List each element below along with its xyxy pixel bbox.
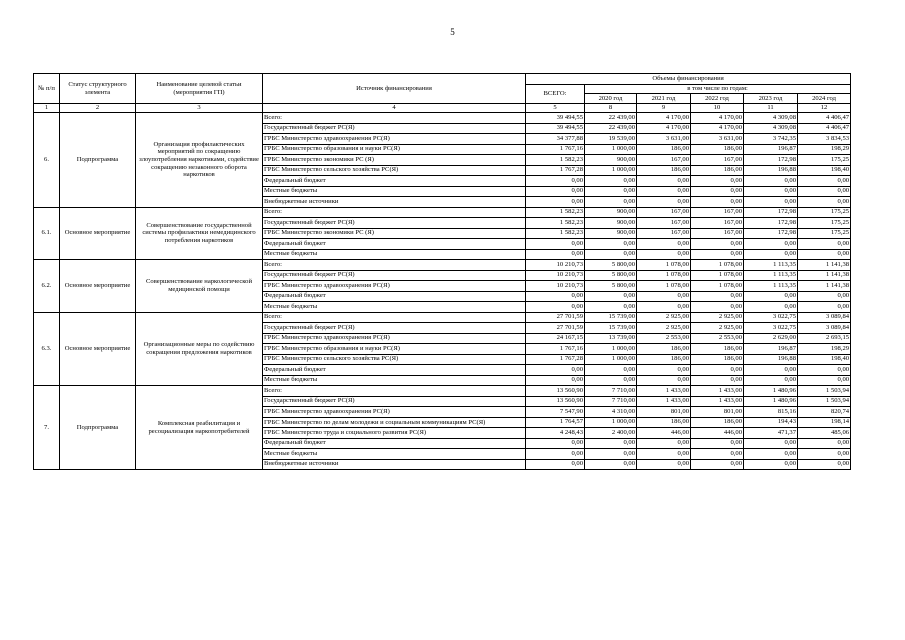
source-cell: Всего: [263, 386, 526, 397]
header-status: Статус структурного элемента [60, 74, 136, 104]
year-value-cell: 0,00 [585, 302, 637, 313]
year-value-cell: 7 710,00 [585, 386, 637, 397]
year-value-cell: 0,00 [585, 291, 637, 302]
year-value-cell: 175,25 [798, 155, 851, 166]
year-value-cell: 0,00 [798, 375, 851, 386]
table-row [34, 260, 851, 271]
year-value-cell: 446,00 [691, 428, 744, 439]
year-value-cell: 186,00 [637, 165, 691, 176]
total-cell: 0,00 [526, 365, 585, 376]
year-value-cell: 0,00 [744, 449, 798, 460]
year-value-cell: 0,00 [637, 291, 691, 302]
year-value-cell: 0,00 [637, 449, 691, 460]
column-number: 8 [585, 104, 637, 113]
year-value-cell: 0,00 [691, 302, 744, 313]
source-cell: Государственный бюджет РС(Я) [263, 270, 526, 281]
year-value-cell: 0,00 [691, 375, 744, 386]
row-number: 6. [34, 113, 60, 208]
total-cell: 0,00 [526, 449, 585, 460]
total-cell: 1 767,28 [526, 165, 585, 176]
total-cell: 1 767,16 [526, 144, 585, 155]
year-value-cell: 0,00 [691, 239, 744, 250]
source-cell: ГРБС Министерство сельского хозяйства РС(Я) [263, 354, 526, 365]
total-cell: 0,00 [526, 249, 585, 260]
year-value-cell: 0,00 [798, 186, 851, 197]
year-value-cell: 0,00 [637, 186, 691, 197]
header-year: 2022 год [691, 94, 744, 104]
year-value-cell: 2 400,00 [585, 428, 637, 439]
year-value-cell: 196,87 [744, 344, 798, 355]
header-year: 2021 год [637, 94, 691, 104]
source-cell: Федеральный бюджет [263, 365, 526, 376]
year-value-cell: 0,00 [691, 365, 744, 376]
year-value-cell: 0,00 [691, 438, 744, 449]
row-number: 6.2. [34, 260, 60, 313]
table-row [34, 113, 851, 124]
year-value-cell: 0,00 [798, 449, 851, 460]
source-cell: ГРБС Министерство сельского хозяйства РС(Я) [263, 165, 526, 176]
column-number: 10 [691, 104, 744, 113]
year-value-cell: 194,43 [744, 417, 798, 428]
total-cell: 0,00 [526, 375, 585, 386]
row-number: 7. [34, 386, 60, 470]
year-value-cell: 2 925,00 [637, 312, 691, 323]
year-value-cell: 186,00 [691, 354, 744, 365]
source-cell: Всего: [263, 207, 526, 218]
total-cell: 4 248,43 [526, 428, 585, 439]
year-value-cell: 167,00 [637, 218, 691, 229]
year-value-cell: 22 439,00 [585, 123, 637, 134]
year-value-cell: 1 433,00 [691, 396, 744, 407]
year-value-cell: 186,00 [691, 344, 744, 355]
header-year: 2024 год [798, 94, 851, 104]
year-value-cell: 0,00 [798, 176, 851, 187]
year-value-cell: 13 739,00 [585, 333, 637, 344]
source-cell: Местные бюджеты [263, 186, 526, 197]
year-value-cell: 0,00 [585, 186, 637, 197]
source-cell: Федеральный бюджет [263, 176, 526, 187]
year-value-cell: 0,00 [691, 176, 744, 187]
year-value-cell: 0,00 [744, 291, 798, 302]
year-value-cell: 1 078,00 [691, 270, 744, 281]
year-value-cell: 22 439,00 [585, 113, 637, 124]
total-cell: 39 494,55 [526, 123, 585, 134]
year-value-cell: 0,00 [798, 197, 851, 208]
table-row [34, 386, 851, 397]
header-source: Источник финансирования [263, 74, 526, 104]
year-value-cell: 175,25 [798, 228, 851, 239]
source-cell: Государственный бюджет РС(Я) [263, 123, 526, 134]
name-cell: Совершенствование наркологической медицинской помощи [136, 260, 263, 313]
source-cell: ГРБС Министерство здравоохранения РС(Я) [263, 134, 526, 145]
source-cell: ГРБС Министерство образования и науки РС(Я) [263, 144, 526, 155]
year-value-cell: 0,00 [691, 449, 744, 460]
year-value-cell: 1 000,00 [585, 165, 637, 176]
table-header [34, 74, 851, 113]
year-value-cell: 19 539,00 [585, 134, 637, 145]
year-value-cell: 167,00 [637, 155, 691, 166]
total-cell: 1 767,28 [526, 354, 585, 365]
year-value-cell: 198,29 [798, 144, 851, 155]
year-value-cell: 2 553,00 [637, 333, 691, 344]
year-value-cell: 0,00 [585, 365, 637, 376]
year-value-cell: 0,00 [637, 365, 691, 376]
name-cell: Организационные меры по содействию сокращения предложения наркотиков [136, 312, 263, 386]
column-number: 1 [34, 104, 60, 113]
total-cell: 0,00 [526, 459, 585, 470]
status-cell: Основное мероприятие [60, 260, 136, 313]
name-cell: Организация профилактических мероприятий по сокращению злоупотребления наркотиками, содействие сокращению незаконного оборота наркотиков [136, 113, 263, 208]
year-value-cell: 196,88 [744, 354, 798, 365]
table-body [34, 113, 851, 470]
year-value-cell: 900,00 [585, 228, 637, 239]
year-value-cell: 196,88 [744, 165, 798, 176]
source-cell: ГРБС Министерство здравоохранения РС(Я) [263, 407, 526, 418]
year-value-cell: 0,00 [585, 438, 637, 449]
year-value-cell: 0,00 [798, 459, 851, 470]
year-value-cell: 0,00 [585, 249, 637, 260]
source-cell: Всего: [263, 113, 526, 124]
year-value-cell: 1 503,94 [798, 386, 851, 397]
year-value-cell: 1 078,00 [637, 260, 691, 271]
year-value-cell: 15 739,00 [585, 323, 637, 334]
year-value-cell: 186,00 [637, 344, 691, 355]
year-value-cell: 172,98 [744, 218, 798, 229]
source-cell: Всего: [263, 312, 526, 323]
year-value-cell: 0,00 [744, 365, 798, 376]
year-value-cell: 900,00 [585, 218, 637, 229]
year-value-cell: 0,00 [585, 375, 637, 386]
total-cell: 0,00 [526, 186, 585, 197]
year-value-cell: 0,00 [637, 249, 691, 260]
year-value-cell: 167,00 [691, 218, 744, 229]
year-value-cell: 0,00 [744, 375, 798, 386]
year-value-cell: 186,00 [691, 417, 744, 428]
year-value-cell: 3 089,84 [798, 323, 851, 334]
source-cell: ГРБС Министерство здравоохранения РС(Я) [263, 333, 526, 344]
year-value-cell: 186,00 [637, 354, 691, 365]
year-value-cell: 3 834,53 [798, 134, 851, 145]
year-value-cell: 471,37 [744, 428, 798, 439]
total-cell: 7 547,90 [526, 407, 585, 418]
year-value-cell: 0,00 [744, 459, 798, 470]
year-value-cell: 186,00 [637, 144, 691, 155]
source-cell: Местные бюджеты [263, 249, 526, 260]
year-value-cell: 3 022,75 [744, 312, 798, 323]
total-cell: 10 210,73 [526, 260, 585, 271]
total-cell: 0,00 [526, 302, 585, 313]
total-cell: 13 560,90 [526, 396, 585, 407]
source-cell: Федеральный бюджет [263, 239, 526, 250]
source-cell: Государственный бюджет РС(Я) [263, 218, 526, 229]
year-value-cell: 167,00 [691, 155, 744, 166]
source-cell: Местные бюджеты [263, 302, 526, 313]
year-value-cell: 0,00 [637, 176, 691, 187]
year-value-cell: 820,74 [798, 407, 851, 418]
year-value-cell: 0,00 [798, 239, 851, 250]
total-cell: 27 701,59 [526, 312, 585, 323]
source-cell: Внебюджетные источники [263, 197, 526, 208]
year-value-cell: 1 113,35 [744, 270, 798, 281]
status-cell: Основное мероприятие [60, 207, 136, 260]
total-cell: 13 560,90 [526, 386, 585, 397]
year-value-cell: 3 631,00 [637, 134, 691, 145]
column-number: 3 [136, 104, 263, 113]
total-cell: 0,00 [526, 176, 585, 187]
total-cell: 1 582,23 [526, 207, 585, 218]
year-value-cell: 0,00 [585, 197, 637, 208]
total-cell: 27 701,59 [526, 323, 585, 334]
year-value-cell: 1 141,38 [798, 260, 851, 271]
source-cell: ГРБС Министерство труда и социального развития РС(Я) [263, 428, 526, 439]
year-value-cell: 1 000,00 [585, 354, 637, 365]
header-num: № п/п [34, 74, 60, 104]
column-number: 9 [637, 104, 691, 113]
year-value-cell: 0,00 [798, 365, 851, 376]
year-value-cell: 0,00 [585, 176, 637, 187]
year-value-cell: 1 480,96 [744, 386, 798, 397]
year-value-cell: 3 089,84 [798, 312, 851, 323]
year-value-cell: 186,00 [691, 144, 744, 155]
year-value-cell: 0,00 [744, 197, 798, 208]
year-value-cell: 0,00 [744, 249, 798, 260]
year-value-cell: 0,00 [637, 459, 691, 470]
year-value-cell: 0,00 [798, 249, 851, 260]
header-total: ВСЕГО: [526, 85, 585, 104]
year-value-cell: 0,00 [637, 239, 691, 250]
status-cell: Подпрограмма [60, 113, 136, 208]
year-value-cell: 0,00 [798, 291, 851, 302]
year-value-cell: 172,98 [744, 228, 798, 239]
source-cell: Местные бюджеты [263, 375, 526, 386]
year-value-cell: 1 078,00 [691, 281, 744, 292]
year-value-cell: 3 022,75 [744, 323, 798, 334]
total-cell: 39 494,55 [526, 113, 585, 124]
year-value-cell: 0,00 [585, 239, 637, 250]
header-name: Наименование целевой статьи (мероприятия ГП) [136, 74, 263, 104]
year-value-cell: 172,98 [744, 155, 798, 166]
source-cell: ГРБС Министерство экономики РС (Я) [263, 155, 526, 166]
header-volumes: Объемы финансирования [526, 74, 851, 85]
column-number: 5 [526, 104, 585, 113]
column-number: 12 [798, 104, 851, 113]
total-cell: 0,00 [526, 291, 585, 302]
year-value-cell: 0,00 [691, 249, 744, 260]
column-number: 2 [60, 104, 136, 113]
year-value-cell: 1 000,00 [585, 417, 637, 428]
year-value-cell: 175,25 [798, 218, 851, 229]
table-row [34, 312, 851, 323]
year-value-cell: 900,00 [585, 207, 637, 218]
year-value-cell: 5 800,00 [585, 270, 637, 281]
year-value-cell: 7 710,00 [585, 396, 637, 407]
source-cell: ГРБС Министерство экономики РС (Я) [263, 228, 526, 239]
year-value-cell: 5 800,00 [585, 260, 637, 271]
year-value-cell: 196,87 [744, 144, 798, 155]
year-value-cell: 1 433,00 [637, 396, 691, 407]
year-value-cell: 2 925,00 [637, 323, 691, 334]
year-value-cell: 198,29 [798, 344, 851, 355]
year-value-cell: 1 078,00 [637, 270, 691, 281]
year-value-cell: 4 170,00 [691, 123, 744, 134]
year-value-cell: 0,00 [691, 186, 744, 197]
year-value-cell: 167,00 [637, 228, 691, 239]
column-number: 4 [263, 104, 526, 113]
year-value-cell: 5 800,00 [585, 281, 637, 292]
year-value-cell: 4 309,08 [744, 123, 798, 134]
year-value-cell: 4 170,00 [691, 113, 744, 124]
name-cell: Совершенствование государственной системы профилактики немедицинского потребления наркотиков [136, 207, 263, 260]
year-value-cell: 0,00 [744, 239, 798, 250]
year-value-cell: 0,00 [744, 186, 798, 197]
source-cell: Федеральный бюджет [263, 438, 526, 449]
year-value-cell: 1 433,00 [691, 386, 744, 397]
page-number: 5 [450, 27, 455, 37]
year-value-cell: 175,25 [798, 207, 851, 218]
total-cell: 1 582,23 [526, 228, 585, 239]
year-value-cell: 4 170,00 [637, 113, 691, 124]
source-cell: Всего: [263, 260, 526, 271]
status-cell: Подпрограмма [60, 386, 136, 470]
year-value-cell: 2 925,00 [691, 312, 744, 323]
financing-table [33, 73, 851, 470]
source-cell: Местные бюджеты [263, 449, 526, 460]
year-value-cell: 1 078,00 [691, 260, 744, 271]
source-cell: ГРБС Министерство образования и науки РС(Я) [263, 344, 526, 355]
year-value-cell: 1 503,94 [798, 396, 851, 407]
year-value-cell: 801,00 [691, 407, 744, 418]
header-year: 2020 год [585, 94, 637, 104]
year-value-cell: 1 113,35 [744, 260, 798, 271]
year-value-cell: 2 925,00 [691, 323, 744, 334]
total-cell: 10 210,73 [526, 270, 585, 281]
year-value-cell: 0,00 [798, 438, 851, 449]
year-value-cell: 167,00 [691, 207, 744, 218]
year-value-cell: 0,00 [691, 197, 744, 208]
year-value-cell: 2 693,15 [798, 333, 851, 344]
year-value-cell: 1 000,00 [585, 144, 637, 155]
total-cell: 24 167,15 [526, 333, 585, 344]
total-cell: 1 582,23 [526, 218, 585, 229]
year-value-cell: 446,00 [637, 428, 691, 439]
source-cell: Федеральный бюджет [263, 291, 526, 302]
year-value-cell: 186,00 [637, 417, 691, 428]
status-cell: Основное мероприятие [60, 312, 136, 386]
column-numbering-row [34, 104, 851, 113]
year-value-cell: 1 113,35 [744, 281, 798, 292]
year-value-cell: 2 553,00 [691, 333, 744, 344]
total-cell: 0,00 [526, 239, 585, 250]
source-cell: ГРБС Министерство по делам молодежи и социальным коммуникациям РС(Я) [263, 417, 526, 428]
year-value-cell: 167,00 [691, 228, 744, 239]
year-value-cell: 0,00 [744, 302, 798, 313]
column-number: 11 [744, 104, 798, 113]
year-value-cell: 3 742,35 [744, 134, 798, 145]
source-cell: Государственный бюджет РС(Я) [263, 323, 526, 334]
year-value-cell: 815,16 [744, 407, 798, 418]
year-value-cell: 4 406,47 [798, 113, 851, 124]
source-cell: ГРБС Министерство здравоохранения РС(Я) [263, 281, 526, 292]
year-value-cell: 4 309,08 [744, 113, 798, 124]
year-value-cell: 0,00 [637, 197, 691, 208]
year-value-cell: 1 433,00 [637, 386, 691, 397]
year-value-cell: 198,40 [798, 165, 851, 176]
table-row [34, 207, 851, 218]
year-value-cell: 1 078,00 [637, 281, 691, 292]
year-value-cell: 0,00 [585, 459, 637, 470]
year-value-cell: 0,00 [585, 449, 637, 460]
total-cell: 1 764,57 [526, 417, 585, 428]
year-value-cell: 1 480,96 [744, 396, 798, 407]
year-value-cell: 900,00 [585, 155, 637, 166]
year-value-cell: 1 141,38 [798, 281, 851, 292]
year-value-cell: 485,06 [798, 428, 851, 439]
source-cell: Государственный бюджет РС(Я) [263, 396, 526, 407]
year-value-cell: 15 739,00 [585, 312, 637, 323]
year-value-cell: 1 000,00 [585, 344, 637, 355]
header-year: 2023 год [744, 94, 798, 104]
year-value-cell: 4 406,47 [798, 123, 851, 134]
header-incl: в том числе по годам: [585, 85, 851, 94]
total-cell: 10 210,73 [526, 281, 585, 292]
year-value-cell: 198,14 [798, 417, 851, 428]
year-value-cell: 0,00 [637, 438, 691, 449]
name-cell: Комплексная реабилитация и ресоциализация наркопотребителей [136, 386, 263, 470]
total-cell: 34 377,88 [526, 134, 585, 145]
year-value-cell: 0,00 [744, 438, 798, 449]
year-value-cell: 198,40 [798, 354, 851, 365]
year-value-cell: 172,98 [744, 207, 798, 218]
year-value-cell: 167,00 [637, 207, 691, 218]
total-cell: 1 767,16 [526, 344, 585, 355]
total-cell: 1 582,23 [526, 155, 585, 166]
year-value-cell: 0,00 [744, 176, 798, 187]
year-value-cell: 4 170,00 [637, 123, 691, 134]
year-value-cell: 1 141,38 [798, 270, 851, 281]
year-value-cell: 3 631,00 [691, 134, 744, 145]
year-value-cell: 4 310,00 [585, 407, 637, 418]
year-value-cell: 0,00 [691, 291, 744, 302]
row-number: 6.1. [34, 207, 60, 260]
year-value-cell: 0,00 [637, 302, 691, 313]
year-value-cell: 2 629,00 [744, 333, 798, 344]
total-cell: 0,00 [526, 438, 585, 449]
year-value-cell: 0,00 [798, 302, 851, 313]
row-number: 6.3. [34, 312, 60, 386]
year-value-cell: 801,00 [637, 407, 691, 418]
total-cell: 0,00 [526, 197, 585, 208]
year-value-cell: 0,00 [637, 375, 691, 386]
year-value-cell: 186,00 [691, 165, 744, 176]
source-cell: Внебюджетные источники [263, 459, 526, 470]
year-value-cell: 0,00 [691, 459, 744, 470]
